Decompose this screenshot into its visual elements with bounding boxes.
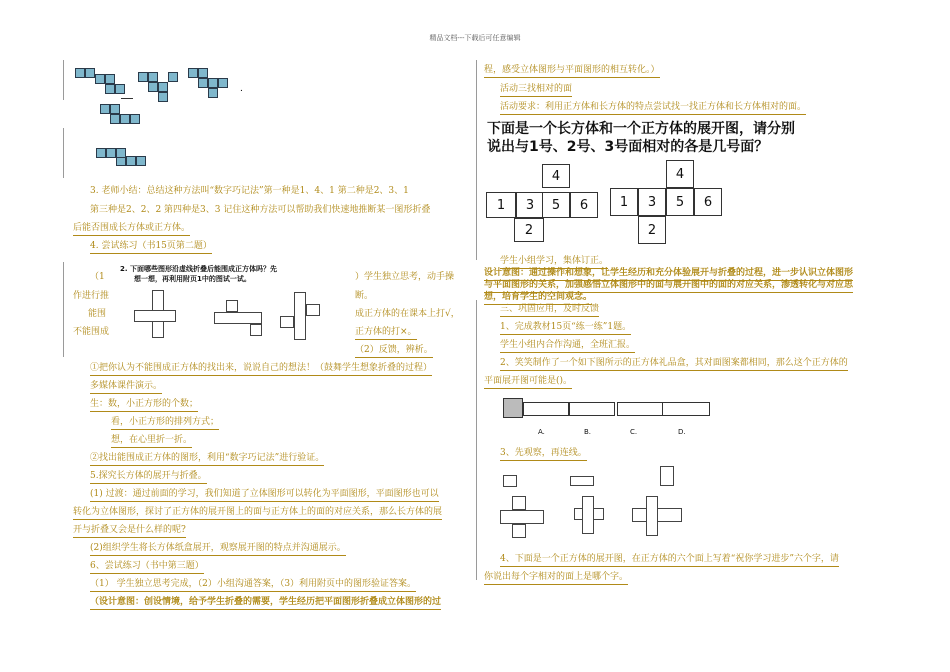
page-header: 精品文档---下载后可任意编辑 <box>429 34 521 42</box>
paragraph-2: 转化为立体图形，探讨了正方体的展开图上的面与正方体上的面的对应关系，那么长方体的展 <box>73 507 442 520</box>
paragraph-7: （设计意图：创设情境，给予学生折叠的需要，学生经历把平面图形折叠成立体图形的过 <box>90 597 441 610</box>
margin-bar-2 <box>63 128 64 178</box>
figure-question-line-1: 2. 下面哪些图形沿虚线折叠后能围成正方体吗？先 <box>120 265 277 273</box>
exercise-1: 1、完成教材15页“练一练”1题。 <box>500 322 631 335</box>
paragraph-1: (1) 过渡：通过前面的学习，我们知道了立体图形可以转化为平面图形，平面图形也可以 <box>90 489 439 502</box>
margin-bar-5 <box>476 300 477 580</box>
can-form-left: 能围 <box>88 309 107 319</box>
design-intent-3: 想，培育学生的空间观念。 <box>484 292 592 305</box>
choice-d: D. <box>678 428 686 436</box>
exercise-4-line-2: 你说出每个字相对的面上是哪个字。 <box>484 572 628 585</box>
net2-face: 1 <box>610 188 638 216</box>
design-intent-2: 与平面图形的关系，加强感悟立体图形中的面与展开图中的面的对应关系，渗透转化与对应思 <box>484 280 853 293</box>
summary-line-3: 后能否围成长方体或正方体。 <box>73 223 190 236</box>
paragraph-3: 开与折叠又会是什么样的呢? <box>73 525 186 538</box>
exercise-2-line-2: 平面展开图可能是()。 <box>484 376 572 389</box>
choice-a: A. <box>538 428 545 436</box>
net1-face: 6 <box>570 192 598 218</box>
net2-face: 2 <box>638 216 666 244</box>
choice-b: B. <box>584 428 592 436</box>
net1-face: 4 <box>542 164 570 188</box>
exercise-4-line-1: 4、下面是一个正方体的展开图，在正方体的六个面上写着“祝你学习进步”六个字，请 <box>500 554 839 567</box>
question-1-left: （1 <box>90 272 105 282</box>
explore-heading: 5.探究长方体的展开与折叠。 <box>90 471 207 484</box>
folding-problem-figure <box>114 262 354 352</box>
choice-c: C. <box>630 428 638 436</box>
section-three-heading: 三、巩固应用，及时反馈 <box>500 304 599 317</box>
group-study: 学生小组学习，集体订正。 <box>500 256 608 269</box>
exercise-2-line-1: 2、笑笑制作了一个如下图所示的正方体礼品盒，其对面图案都相同，那么这个正方体的 <box>500 358 848 371</box>
item-2: ②找出能围成正方体的图形，利用“数字巧记法”进行验证。 <box>90 453 324 466</box>
activity-requirement: 活动要求：利用正方体和长方体的特点尝试找一找正方体和长方体相对的面。 <box>500 102 806 115</box>
cannot-form-left: 不能围成 <box>73 327 110 337</box>
net1-face: 2 <box>514 218 544 242</box>
net2-face: 5 <box>666 188 694 216</box>
paragraph-5: 6、尝试练习（书中第三题） <box>90 561 204 574</box>
question-2: （2）反馈，辨析。 <box>355 345 433 358</box>
paragraph-4: (2)组织学生将长方体纸盒展开，观察展开图的特点并沟通展示。 <box>90 543 346 556</box>
operate-left: 作进行推 <box>73 291 110 301</box>
margin-bar-4 <box>476 60 477 260</box>
figure-question-line-2: 想一想，再利用附页1中的图试一试。 <box>134 275 251 283</box>
net2-face: 3 <box>638 188 666 216</box>
net2-face: 6 <box>694 188 722 216</box>
paragraph-6: （1） 学生独立思考完成，（2）小组沟通答案，（3）利用附页中的图形验证答案。 <box>90 579 416 592</box>
exercise-3: 3、先观察，再连线。 <box>500 448 587 461</box>
can-form-right: 成正方体的在课本上打√， <box>355 309 460 319</box>
question-1-right: ）学生独立思考，动手操 <box>355 272 455 282</box>
cannot-form-right: 正方体的打×。 <box>355 327 417 340</box>
student-look: 看，小正方形的排列方式； <box>111 417 219 430</box>
exercise-1-note: 学生小组内合作沟通，全班汇报。 <box>500 340 635 353</box>
question-title-1: 下面是一个长方体和一个正方体的展开图，请分别 <box>487 121 795 137</box>
summary-line-1: 3. 老师小结：总结这种方法叫“数字巧记法”第一种是1、4、1 第二种是2、3、1 <box>90 186 409 196</box>
question-title-2: 说出与1号、2号、3号面相对的各是几号面？ <box>487 139 769 155</box>
margin-bar-1 <box>63 60 64 100</box>
right-line-1: 程，感受立体图形与平面图形的相互转化。） <box>484 65 660 78</box>
item-1b: 多媒体课件演示。 <box>90 381 162 394</box>
net1-face: 1 <box>486 192 516 218</box>
summary-line-2: 第三种是2、2、2 第四种是3、3 记住这种方法可以帮助我们快速地推断某一图形折叠 <box>90 205 431 215</box>
design-intent-1: 设计意图：通过操作和想象，让学生经历和充分体验展开与折叠的过程，进一步认识立体图形 <box>484 268 853 281</box>
item-1: ①把你认为不能围成正方体的找出来，说说自己的想法！（鼓舞学生想象折叠的过程） <box>90 363 432 376</box>
net1-face: 5 <box>542 192 570 218</box>
student-count: 生：数，小正方形的个数； <box>90 399 198 412</box>
practice-heading: 4. 尝试练习（书15页第二题） <box>90 241 212 254</box>
operate-right: 断。 <box>355 291 374 301</box>
activity-three-heading: 活动三找相对的面 <box>500 84 572 97</box>
net1-face: 3 <box>516 192 544 218</box>
margin-bar-3 <box>63 262 64 357</box>
net2-face: 4 <box>666 160 694 188</box>
student-think: 想，在心里折一折。 <box>111 435 192 448</box>
